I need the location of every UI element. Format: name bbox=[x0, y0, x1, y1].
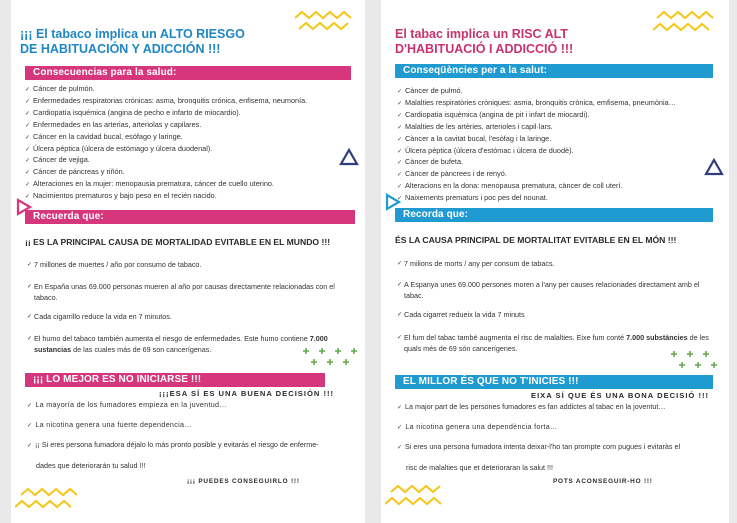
check-icon: ✓ bbox=[397, 335, 403, 341]
yellow-zigzag-top bbox=[653, 10, 717, 34]
fact-item: ✓ El fum del tabac també augmenta el risc de malalties. Eixe fum conté 7.000 substàncies de les quals més de 69 són cancerígenes. bbox=[397, 333, 709, 353]
list-item: ✓ Malalties de les artèries, arterioles i capil·lars. bbox=[397, 122, 676, 134]
page-title bbox=[395, 27, 573, 57]
check-icon: ✓ bbox=[27, 284, 33, 290]
green-plus-pattern bbox=[667, 350, 725, 376]
list-item: ✓ Càncer de bufeta. bbox=[397, 157, 676, 169]
list-item: ✓ Naixements prematurs i poc pes del nounat. bbox=[397, 193, 676, 205]
list-item: ✓ Cardiopatía isquémica (angina de pecho e infarto de miocardio). bbox=[25, 108, 307, 120]
check-icon: ✓ bbox=[27, 314, 33, 320]
check-icon: ✓ bbox=[397, 425, 403, 431]
habit-item-continued: dades que deteriorarán tu salud !!! bbox=[36, 461, 146, 470]
yellow-zigzag-top bbox=[295, 10, 355, 32]
list-item: ✓ Càncer a la cavitat bucal, l'esòfag i la laringe. bbox=[397, 134, 676, 146]
check-icon: ✓ bbox=[397, 261, 403, 267]
habit-item: ✓ Si eres una persona fumadora intenta deixar-l'ho tan prompte com pugues i evitaràs el bbox=[397, 442, 681, 451]
yellow-zigzag-bottom bbox=[15, 487, 85, 511]
list-item: ✓ Cáncer en la cavidad bucal, esófago y laringe. bbox=[25, 132, 307, 144]
check-icon: ✓ bbox=[397, 312, 403, 318]
mortality-headline: ÉS LA CAUSA PRINCIPAL DE MORTALITAT EVITABLE EN EL MÓN !!! bbox=[395, 235, 677, 245]
consequences-header: Consecuencias para la salud: bbox=[25, 66, 351, 80]
yellow-zigzag-bottom bbox=[385, 484, 447, 508]
green-plus-pattern bbox=[299, 347, 361, 373]
check-icon: ✓ bbox=[397, 445, 403, 451]
list-item: ✓ Malalties respiratòries cròniques: asma, bronquitis crònica, emfisema, pneumònia… bbox=[397, 98, 676, 110]
title-line-1: ¡¡¡ El tabaco implica un ALTO RIESGO bbox=[20, 27, 245, 41]
mortality-headline: ¡¡ ES LA PRINCIPAL CAUSA DE MORTALIDAD EVITABLE EN EL MUNDO !!! bbox=[25, 237, 331, 247]
habit-item: ✓ ¡¡ Si eres persona fumadora déjalo lo más pronto posible y evitarás el riesgo de enferme- bbox=[27, 440, 319, 449]
panel-spanish bbox=[11, 0, 365, 523]
consequences-header: Conseqüències per a la salut: bbox=[395, 64, 713, 78]
check-icon: ✓ bbox=[27, 262, 33, 268]
list-item: ✓ Cáncer de páncreas y riñón. bbox=[25, 167, 307, 179]
fact-item: ✓ El humo del tabaco también aumenta el riesgo de enfermedades. Este humo contiene 7.000 sustancias de las cuales más de 69 son cancerígenas. bbox=[27, 334, 328, 354]
title-line-2: DE HABITUACIÓN Y ADICCIÓN !!! bbox=[20, 42, 221, 56]
list-item: ✓ Enfermedades en las arterias, arteriolas y capilares. bbox=[25, 120, 307, 132]
title-line-2: D'HABITUACIÓ I ADDICCIÓ !!! bbox=[395, 42, 574, 56]
habit-item: ✓ La mayoría de los fumadores empieza en la juventud… bbox=[27, 400, 227, 409]
check-icon: ✓ bbox=[27, 423, 33, 429]
navy-triangle-icon bbox=[339, 148, 359, 166]
list-item: ✓ Càncer de pàncrees i de renyó. bbox=[397, 169, 676, 181]
fact-item: ✓ 7 milions de morts / any per consum de tabacs. bbox=[397, 259, 555, 268]
list-item: ✓ Nacimientos prematuros y bajo peso en el recién nacido. bbox=[25, 191, 307, 203]
closing-text: POTS ACONSEGUIR-HO !!! bbox=[553, 478, 653, 485]
habit-item: ✓ La nicotina genera una dependència forta… bbox=[397, 422, 558, 431]
check-icon: ✓ bbox=[27, 336, 33, 342]
best-header: EL MILLOR ÉS QUE NO T'INICIES !!! bbox=[395, 375, 713, 389]
habit-item: ✓ La nicotina genera una fuerte dependencia… bbox=[27, 420, 192, 429]
panel-catalan bbox=[381, 0, 729, 523]
remember-header: Recorda que: bbox=[395, 208, 713, 222]
list-item: ✓ Alteraciones en la mujer: menopausia prematura, cáncer de cuello uterino. bbox=[25, 179, 307, 191]
check-icon: ✓ bbox=[397, 282, 403, 288]
consequences-list bbox=[25, 84, 307, 203]
good-decision: EIXA SÍ QUE ÉS UNA BONA DECISIÓ !!! bbox=[531, 391, 710, 400]
title-line-1: El tabac implica un RISC ALT bbox=[395, 27, 568, 41]
page-title bbox=[20, 27, 245, 57]
check-icon: ✓ bbox=[397, 405, 403, 411]
fact-item: ✓ En España unas 69.000 personas mueren al año por causas directamente relacionadas con el tabaco. bbox=[27, 282, 335, 302]
consequences-list bbox=[397, 86, 676, 205]
best-header: ¡¡¡ LO MEJOR ES NO INICIARSE !!! bbox=[25, 373, 325, 387]
closing-text: ¡¡¡ PUEDES CONSEGUIRLO !!! bbox=[187, 478, 300, 485]
list-item: ✓ Enfermedades respiratorias crónicas: asma, bronquitis crónica, enfisema, neumonía. bbox=[25, 96, 307, 108]
good-decision: ¡¡¡ESA SÍ ES UNA BUENA DECISIÓN !!! bbox=[159, 389, 335, 398]
list-item: ✓ Cáncer de vejiga. bbox=[25, 155, 307, 167]
list-item: ✓ Cáncer de pulmón. bbox=[25, 84, 307, 96]
fact-item: ✓ A Espanya unes 69.000 persones moren a l'any per causes relacionades directament amb el tabac. bbox=[397, 280, 700, 300]
list-item: ✓ Úlcera péptica (úlcera de estómago y úlcera duodenal). bbox=[25, 144, 307, 156]
list-item: ✓ Alteracions en la dona: menopausa prematura, càncer de coll uterí. bbox=[397, 181, 676, 193]
check-icon: ✓ bbox=[27, 403, 33, 409]
fact-item: ✓ Cada cigarrillo reduce la vida en 7 minutos. bbox=[27, 312, 172, 321]
page-divider bbox=[367, 0, 379, 523]
remember-header: Recuerda que: bbox=[25, 210, 355, 224]
habit-item: ✓ La major part de les persones fumadores es fan addictes al tabac en la joventut… bbox=[397, 402, 666, 411]
check-icon: ✓ bbox=[27, 443, 33, 449]
fact-item: ✓ Cada cigarret redueix la vida 7 minuts bbox=[397, 310, 525, 319]
fact-item: ✓ 7 millones de muertes / año por consumo de tabaco. bbox=[27, 260, 202, 269]
navy-triangle-icon bbox=[704, 158, 724, 176]
list-item: ✓ Úlcera pèptica (úlcera d'estómac i úlcera de duodè). bbox=[397, 146, 676, 158]
list-item: ✓ Càncer de pulmó. bbox=[397, 86, 676, 98]
list-item: ✓ Cardiopatia isquèmica (angina de pit i infart de miocardi). bbox=[397, 110, 676, 122]
habit-item-continued: risc de malalties que et deterioraran la salut !!! bbox=[406, 463, 554, 472]
